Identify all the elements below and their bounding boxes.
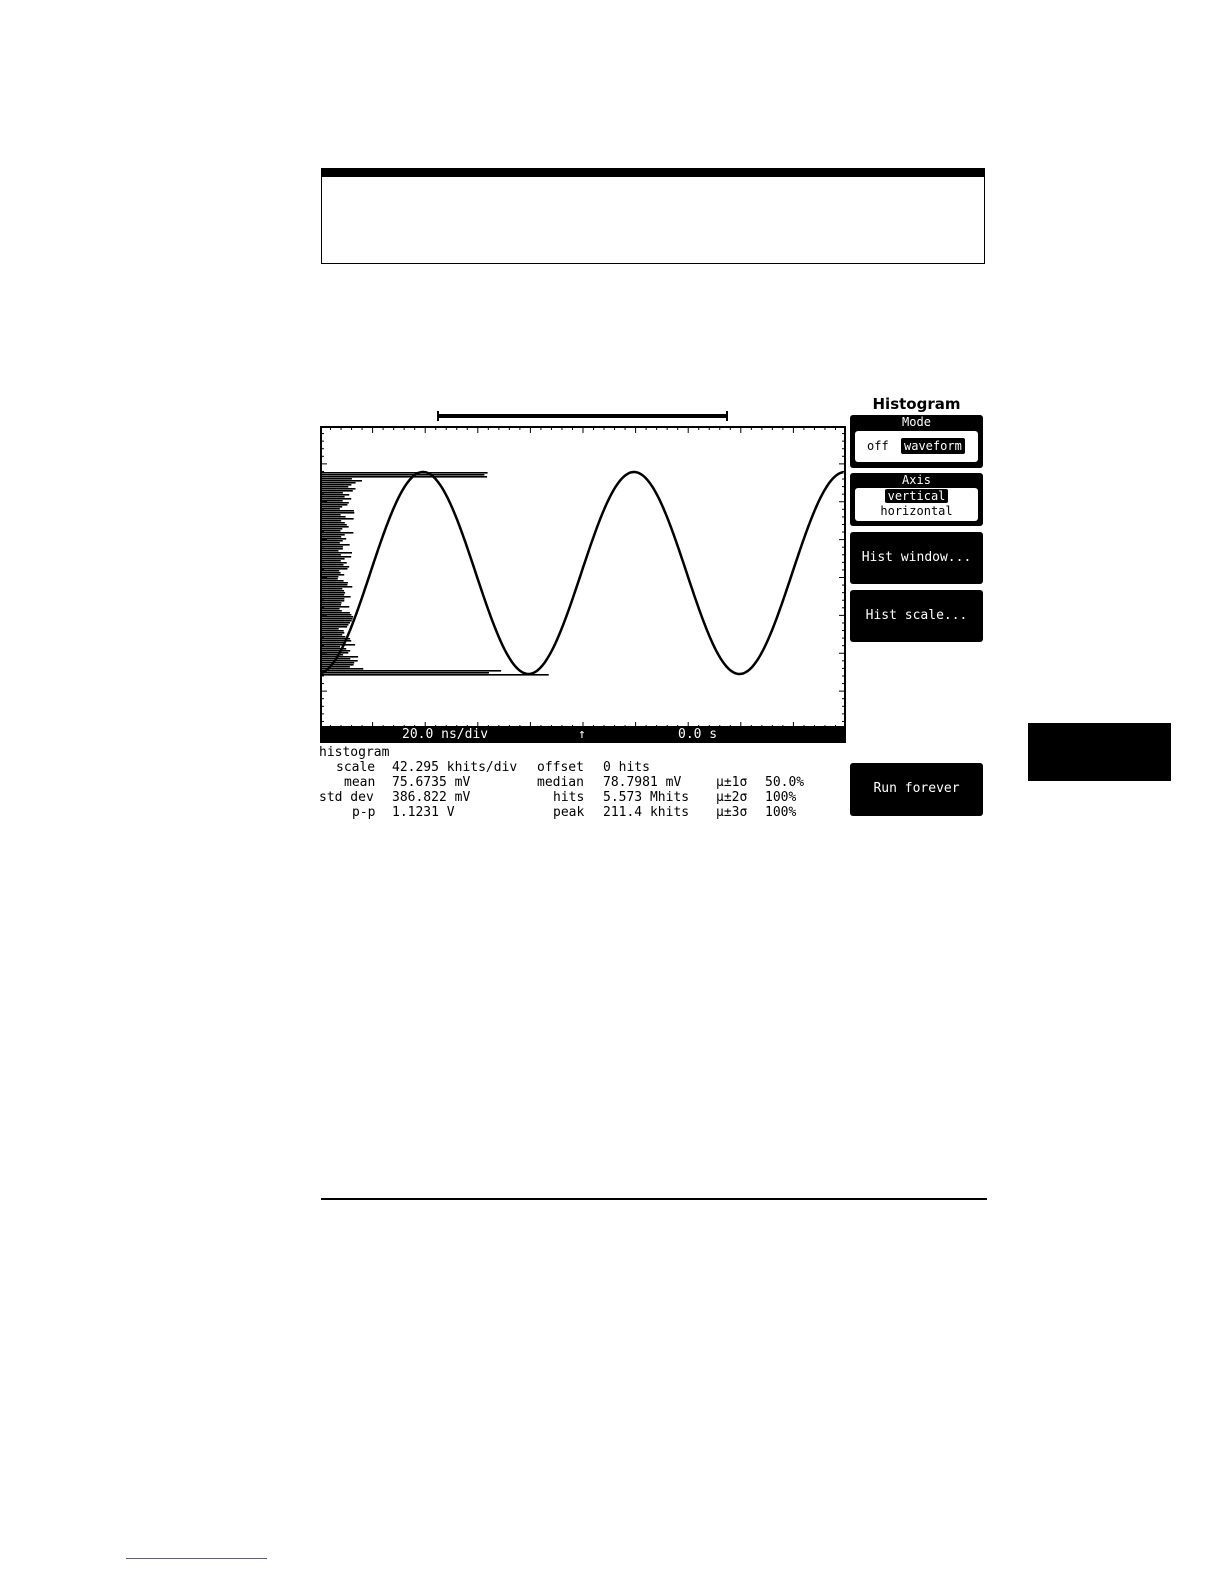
histogram-bar (322, 490, 353, 492)
offset-label: offset (537, 760, 584, 775)
histogram-bar (322, 524, 347, 526)
histogram-bar (322, 670, 501, 672)
histogram-bar (322, 558, 345, 560)
histogram-bar (322, 644, 355, 646)
histogram-bar (322, 614, 351, 616)
histogram-bar (322, 486, 348, 488)
histogram-bar (322, 542, 340, 544)
chapter-tab (1028, 723, 1171, 781)
histogram-bar (322, 502, 349, 504)
median-label: median (537, 775, 584, 790)
histogram-bar (322, 556, 351, 558)
histogram-bar (322, 636, 345, 638)
histogram-bar (322, 608, 340, 610)
histogram-bar (322, 532, 353, 534)
stddev-label: std dev (319, 790, 374, 805)
histogram-bar (322, 604, 341, 606)
mode-option-off[interactable]: off (867, 439, 889, 453)
median-value: 78.7981 mV (603, 775, 682, 790)
histogram-bar (322, 600, 344, 602)
histogram-bar (322, 482, 356, 484)
histogram-bar (322, 630, 344, 632)
timebase-readout[interactable]: 20.0 ns/div (402, 727, 489, 742)
histogram-bar (322, 518, 354, 520)
histogram-bar (322, 568, 348, 570)
histogram-bar (322, 484, 351, 486)
hist-window-button[interactable] (850, 532, 983, 584)
footer-rule (321, 1198, 987, 1200)
mean-value: 75.6735 mV (392, 775, 471, 790)
hits-label: hits (553, 790, 585, 805)
axis-option-vertical[interactable]: vertical (885, 489, 949, 503)
histogram-bar (322, 474, 484, 476)
axis-softkey[interactable] (850, 473, 983, 526)
histogram-bar (322, 646, 340, 648)
histogram-bar (322, 560, 341, 562)
histogram-bar (322, 580, 344, 582)
mode-softkey[interactable] (850, 415, 983, 468)
sigma3-label: μ±3σ (716, 805, 748, 820)
histogram-bar (322, 662, 354, 664)
hits-value: 5.573 Mhits (603, 790, 690, 805)
histogram-bar (322, 510, 354, 512)
histogram-bar (322, 546, 343, 548)
histogram-bar (322, 544, 350, 546)
histogram-bar (322, 538, 346, 540)
hist-scale-label: Hist scale... (865, 608, 968, 623)
histogram-bar (322, 516, 346, 518)
histogram-bar (322, 536, 341, 538)
histogram-bar (322, 590, 344, 592)
histogram-bar (322, 606, 349, 608)
pp-label: p-p (352, 805, 376, 820)
histogram-bar (322, 512, 354, 514)
histogram-bar (322, 616, 353, 618)
histogram-bar (322, 602, 342, 604)
mode-options (855, 431, 978, 462)
histogram-bar (322, 634, 342, 636)
trigger-marker-icon: ↑ (578, 727, 586, 742)
histogram-bar (322, 534, 345, 536)
histogram-bar (322, 592, 345, 594)
histogram-bar (322, 628, 339, 630)
histogram-bar (322, 506, 342, 508)
histogram-bar (322, 562, 347, 564)
histogram-bar (322, 552, 352, 554)
histogram-bar (322, 540, 343, 542)
histogram-window-marker[interactable] (437, 414, 728, 418)
header-box (321, 168, 985, 264)
axis-caption: Axis (902, 473, 931, 487)
histogram-bar (322, 618, 353, 620)
sigma1-label: μ±1σ (716, 775, 748, 790)
histogram-bar (322, 652, 348, 654)
waveform-display (320, 426, 846, 729)
histogram-bar (322, 548, 343, 550)
histogram-bar (322, 624, 348, 626)
histogram-bar (322, 576, 338, 578)
scale-label: scale (336, 760, 376, 775)
sigma2-label: μ±2σ (716, 790, 748, 805)
histogram-bar (322, 642, 344, 644)
run-forever-label: Run forever (873, 781, 960, 796)
histogram-bar (322, 672, 489, 674)
histogram-bar (322, 530, 341, 532)
mean-label: mean (344, 775, 376, 790)
stddev-value: 386.822 mV (392, 790, 471, 805)
histogram-bar (322, 612, 350, 614)
histogram-bar (322, 550, 339, 552)
mode-caption: Mode (902, 415, 931, 429)
sigma2-value: 100% (765, 790, 797, 805)
histogram-bar (322, 664, 354, 666)
sigma1-value: 50.0% (765, 775, 805, 790)
histogram-bar (322, 522, 345, 524)
offset-value: 0 hits (603, 760, 650, 775)
peak-label: peak (553, 805, 585, 820)
pp-value: 1.1231 V (392, 805, 455, 820)
histogram-bar (322, 528, 342, 530)
histogram-bar (322, 626, 347, 628)
status-bar (320, 726, 846, 743)
histogram-bar (322, 520, 341, 522)
histogram-bar (322, 574, 344, 576)
histogram-bar (322, 508, 340, 510)
histogram-bar (322, 526, 349, 528)
axis-option-horizontal[interactable]: horizontal (880, 504, 953, 518)
histogram-bar (322, 588, 342, 590)
histogram-bar (322, 570, 339, 572)
histogram-bar (322, 564, 344, 566)
histogram-bar (322, 572, 341, 574)
histogram-bar (322, 480, 362, 482)
histogram-bar (322, 496, 345, 498)
histogram-bar (322, 492, 343, 494)
histogram-bar (322, 554, 341, 556)
peak-value: 211.4 khits (603, 805, 690, 820)
histogram-bar (322, 610, 342, 612)
footnote-rule (126, 1558, 267, 1559)
delay-readout[interactable]: 0.0 s (678, 727, 718, 742)
histogram-bar (322, 476, 487, 478)
hist-scale-button[interactable] (850, 590, 983, 642)
histogram-bar (322, 498, 351, 500)
histogram-bar (322, 666, 350, 668)
histogram-bar (322, 472, 488, 474)
histogram-bar (322, 660, 358, 662)
histogram-bar (322, 594, 344, 596)
histogram-bar (322, 622, 350, 624)
histogram-bar (322, 598, 344, 600)
sigma3-value: 100% (765, 805, 797, 820)
menu-title: Histogram (872, 395, 961, 413)
histogram-bar (322, 596, 351, 598)
histogram-bar (322, 504, 347, 506)
histogram-bar (322, 500, 343, 502)
histogram-bar (322, 650, 350, 652)
histogram-bar (322, 566, 349, 568)
histogram-bar (322, 656, 358, 658)
axis-options (855, 488, 978, 521)
histogram-bar (322, 478, 352, 480)
histogram-bar (322, 514, 341, 516)
mode-option-waveform[interactable]: waveform (901, 438, 965, 454)
histogram-bar (322, 586, 352, 588)
histogram-bar (322, 674, 549, 676)
histogram-bar (322, 578, 338, 580)
histogram-bar (322, 582, 348, 584)
histogram-results (319, 745, 839, 825)
histogram-bar (322, 584, 347, 586)
results-heading: histogram (319, 745, 390, 760)
histogram-bar (322, 488, 356, 490)
histogram-bar (322, 494, 349, 496)
hist-window-label: Hist window... (861, 550, 972, 565)
run-forever-button[interactable] (850, 763, 983, 816)
histogram-bar (322, 632, 344, 634)
scale-value: 42.295 khits/div (392, 760, 518, 775)
histogram-bar (322, 620, 352, 622)
